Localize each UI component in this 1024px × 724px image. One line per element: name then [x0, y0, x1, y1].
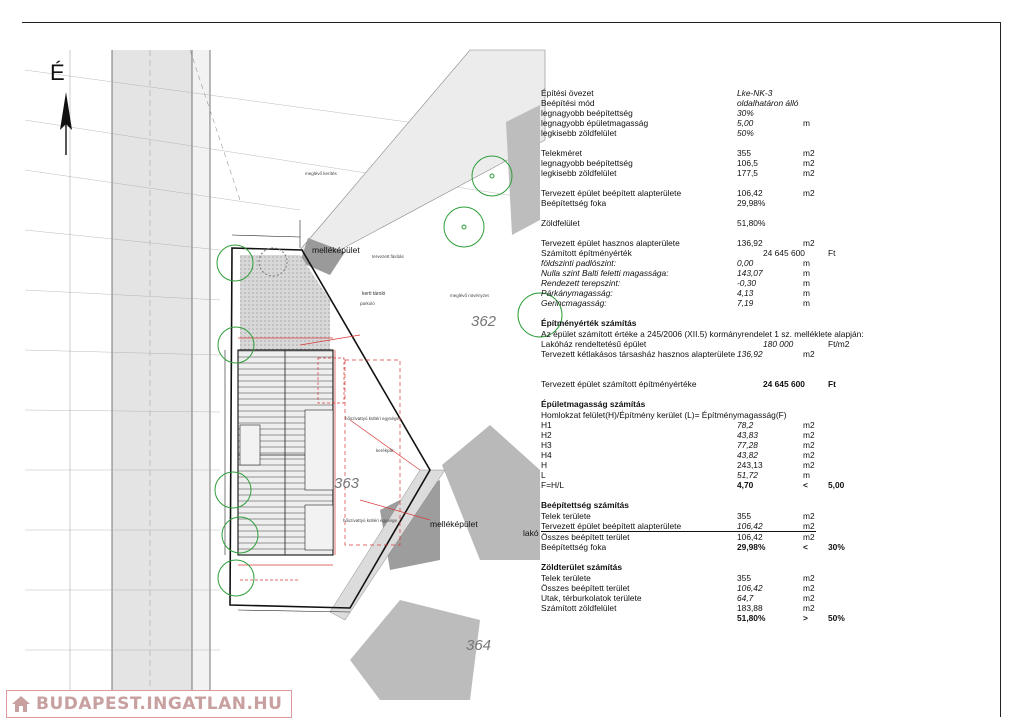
- plot-number-364: 364: [466, 637, 492, 654]
- value-calc-area-unit: m2: [803, 349, 815, 359]
- zone-label: legnagyobb beépítettség: [541, 108, 633, 118]
- green-unit: m2: [803, 583, 815, 593]
- height-result-sign: <: [803, 480, 808, 490]
- height-unit: m2: [803, 460, 815, 470]
- value-calc-rate-row: [541, 339, 871, 349]
- height-value: 77,28: [737, 440, 758, 450]
- green-result-value: 51,80%: [737, 613, 766, 623]
- planned-ratio-label: Beépítettség foka: [541, 198, 607, 208]
- height-label: L: [541, 470, 546, 480]
- value-calc-total-value: 24 645 600: [763, 379, 805, 389]
- watermark-text: BUDAPEST.INGATLAN.HU: [36, 694, 283, 714]
- levels-unit: m: [803, 298, 810, 308]
- levels-label: földszinti padlószint:: [541, 258, 616, 268]
- svg-text:meglévő növényzet: meglévő növényzet: [450, 293, 489, 298]
- planned-green-row: [541, 218, 871, 228]
- height-value: 51,72: [737, 470, 758, 480]
- sidewalk: [192, 50, 210, 710]
- coverage-result-sign: <: [803, 542, 808, 552]
- plot-label: Telekméret: [541, 148, 582, 158]
- levels-label: Gerincmagasság:: [541, 298, 607, 308]
- green-value: 64,7: [737, 593, 754, 603]
- green-unit: m2: [803, 593, 815, 603]
- zone-row: [541, 128, 871, 138]
- zone-label: Beépítési mód: [541, 98, 595, 108]
- height-row: [541, 470, 871, 480]
- green-label: Összes beépített terület: [541, 583, 630, 593]
- value-calc-title: Építményérték számítás: [541, 318, 637, 328]
- coverage-result-row: [541, 542, 871, 552]
- zone-row: [541, 118, 871, 128]
- green-value: 183,88: [737, 603, 763, 613]
- coverage-value: 106,42: [737, 532, 763, 542]
- levels-value: 7,19: [737, 298, 754, 308]
- value-calc-rate-value: 180 000: [763, 339, 794, 349]
- coverage-label: Telek területe: [541, 511, 591, 521]
- height-calc-formula: Homlokzat felület(H)/Építmény kerület (L)= Építménymagasság(F): [541, 410, 787, 420]
- green-row: [541, 573, 871, 583]
- zone-row: [541, 98, 871, 108]
- value-calc-rate-unit: Ft/m2: [828, 339, 850, 349]
- plot-unit: m2: [803, 168, 815, 178]
- zone-label: legnagyobb épületmagasság: [541, 118, 649, 128]
- plot-number-363: 363: [334, 475, 360, 492]
- height-row: [541, 440, 871, 450]
- green-row: [541, 583, 871, 593]
- green-result-sign: >: [803, 613, 808, 623]
- plot-value: 106,5: [737, 158, 758, 168]
- levels-label: Számított építményérték: [541, 248, 632, 258]
- watermark-badge: [6, 690, 292, 718]
- levels-unit: Ft: [828, 248, 836, 258]
- levels-value: 24 645 600: [763, 248, 805, 258]
- planned-green-label: Zöldfelület: [541, 218, 580, 228]
- storage-label: kerti tároló: [362, 291, 386, 297]
- levels-row: [541, 268, 871, 278]
- levels-value: 143,07: [737, 268, 763, 278]
- zone-label: Építési övezet: [541, 88, 594, 98]
- height-row: [541, 450, 871, 460]
- height-value: 43,83: [737, 430, 758, 440]
- height-result-row: [541, 480, 871, 490]
- house-icon: [11, 694, 31, 714]
- height-label: H2: [541, 430, 552, 440]
- plot-value: 355: [737, 148, 751, 158]
- green-calc-title: Zöldterület számítás: [541, 562, 622, 572]
- value-calc-desc: Az épület számított értéke a 245/2006 (XII.5) kormányrendelet 1 sz. melléklete alapján:: [541, 329, 864, 339]
- residential-label: lakó: [523, 528, 539, 538]
- height-result-value: 4,70: [737, 480, 754, 490]
- coverage-result-limit: 30%: [828, 542, 845, 552]
- calculation-table: [541, 88, 871, 623]
- svg-text:hőszivattyú kültéri egysége: hőszivattyú kültéri egysége: [345, 416, 400, 421]
- zone-value: Lke-NK-3: [737, 88, 773, 98]
- coverage-value: 355: [737, 511, 751, 521]
- height-label: H: [541, 460, 548, 470]
- street-strip: [112, 50, 192, 710]
- levels-unit: m2: [803, 238, 815, 248]
- height-row: [541, 460, 871, 470]
- levels-value: 4,13: [737, 288, 754, 298]
- coverage-row: [541, 532, 871, 542]
- levels-unit: m: [803, 288, 810, 298]
- height-unit: m2: [803, 440, 815, 450]
- svg-text:parkoló: parkoló: [360, 301, 375, 306]
- value-calc-total-row: [541, 379, 871, 389]
- plot-section: [541, 148, 871, 178]
- value-calc-area-value: 136,92: [737, 349, 763, 359]
- planned-footprint-value: 106,42: [737, 188, 763, 198]
- plot-number-362: 362: [471, 313, 497, 330]
- coverage-label: Tervezett épület beépített alapterülete: [541, 521, 682, 531]
- height-unit: m2: [803, 430, 815, 440]
- zone-value: 30%: [737, 108, 754, 118]
- green-result-row: [541, 613, 871, 623]
- value-calc-section: [541, 318, 871, 389]
- coverage-unit: m2: [803, 532, 815, 542]
- levels-unit: m: [803, 268, 810, 278]
- planned-green-value: 51,80%: [737, 218, 766, 228]
- height-unit: m2: [803, 450, 815, 460]
- height-value: 43,82: [737, 450, 758, 460]
- planned-footprint-row: [541, 188, 871, 198]
- svg-text:meglévő kerítés: meglévő kerítés: [305, 171, 337, 176]
- svg-text:kerékpár: kerékpár: [376, 448, 394, 453]
- coverage-value: 106,42: [737, 521, 763, 531]
- green-value: 355: [737, 573, 751, 583]
- zone-label: legkisebb zöldfelület: [541, 128, 617, 138]
- planned-footprint-label: Tervezett épület beépített alapterülete: [541, 188, 682, 198]
- zone-section: [541, 88, 871, 138]
- plot-label: legnagyobb beépítettség: [541, 158, 633, 168]
- height-row: [541, 430, 871, 440]
- zone-value: 5,00: [737, 118, 754, 128]
- green-unit: m2: [803, 603, 815, 613]
- planned-section: [541, 188, 871, 228]
- planned-ratio-value: 29,98%: [737, 198, 766, 208]
- zone-value: 50%: [737, 128, 754, 138]
- plot-row: [541, 168, 871, 178]
- value-calc-total-label: Tervezett épület számított építményértéke: [541, 379, 697, 389]
- outbuilding-label-1: melléképület: [312, 245, 360, 255]
- levels-label: Tervezett épület hasznos alapterülete: [541, 238, 680, 248]
- levels-row: [541, 248, 871, 258]
- north-arrow: [46, 60, 86, 160]
- svg-text:tervezett fásítás: tervezett fásítás: [372, 254, 404, 259]
- levels-value: -0,30: [737, 278, 757, 288]
- plot-row: [541, 148, 871, 158]
- height-result-label: F=H/L: [541, 480, 565, 490]
- green-label: Utak, térburkolatok területe: [541, 593, 642, 603]
- green-row: [541, 593, 871, 603]
- plot-row: [541, 158, 871, 168]
- height-calc-section: [541, 399, 871, 490]
- levels-section: [541, 238, 871, 308]
- value-calc-area-label: Tervezett kétlakásos társasház hasznos alapterülete: [541, 349, 736, 359]
- coverage-result-label: Beépítettség foka: [541, 542, 607, 552]
- plot-label: legkisebb zöldfelület: [541, 168, 617, 178]
- levels-row: [541, 258, 871, 268]
- coverage-label: Összes beépített terület: [541, 532, 630, 542]
- height-unit: m2: [803, 420, 815, 430]
- height-value: 78,2: [737, 420, 754, 430]
- paved-area: [240, 255, 330, 350]
- height-result-limit: 5,00: [828, 480, 845, 490]
- north-arrow-icon: [46, 80, 86, 160]
- levels-value: 136,92: [737, 238, 763, 248]
- neighbor-building-3: [350, 600, 480, 700]
- levels-row: [541, 238, 871, 248]
- zone-value: oldalhatáron álló: [737, 98, 799, 108]
- coverage-calc-title: Beépítettség számítás: [541, 500, 629, 510]
- coverage-row: [541, 511, 871, 521]
- value-calc-total-unit: Ft: [828, 379, 836, 389]
- height-calc-title: Épületmagasság számítás: [541, 399, 646, 409]
- green-value: 106,42: [737, 583, 763, 593]
- green-row: [541, 603, 871, 613]
- plot-value: 177,5: [737, 168, 758, 178]
- green-label: Telek területe: [541, 573, 591, 583]
- plot-unit: m2: [803, 158, 815, 168]
- coverage-result-value: 29,98%: [737, 542, 766, 552]
- coverage-unit: m2: [803, 521, 815, 531]
- green-calc-section: [541, 562, 871, 623]
- levels-label: Rendezett terepszint:: [541, 278, 621, 288]
- plot-unit: m2: [803, 148, 815, 158]
- height-label: H3: [541, 440, 552, 450]
- green-label: Számított zöldfelület: [541, 603, 617, 613]
- levels-unit: m: [803, 278, 810, 288]
- planned-footprint-unit: m2: [803, 188, 815, 198]
- value-calc-area-row: [541, 349, 871, 359]
- levels-row: [541, 288, 871, 298]
- height-label: H4: [541, 450, 552, 460]
- coverage-calc-section: [541, 500, 871, 552]
- levels-value: 0,00: [737, 258, 754, 268]
- levels-row: [541, 278, 871, 288]
- green-result-limit: 50%: [828, 613, 845, 623]
- levels-unit: m: [803, 258, 810, 268]
- planned-ratio-row: [541, 198, 871, 208]
- coverage-row: [541, 521, 816, 532]
- zone-row: [541, 108, 871, 118]
- zone-unit: m: [803, 118, 810, 128]
- levels-label: Párkánymagasság:: [541, 288, 613, 298]
- zone-row: [541, 88, 871, 98]
- svg-text:hőszivattyú kültéri egysége: hőszivattyú kültéri egysége: [343, 518, 398, 523]
- value-calc-rate-label: Lakóház rendeltetésű épület: [541, 339, 647, 349]
- neighbor-building-2: [442, 425, 540, 560]
- green-unit: m2: [803, 573, 815, 583]
- height-value: 243,13: [737, 460, 763, 470]
- levels-label: Nulla szint Balti feletti magassága:: [541, 268, 669, 278]
- height-row: [541, 420, 871, 430]
- coverage-unit: m2: [803, 511, 815, 521]
- north-label: É: [50, 60, 65, 85]
- levels-row: [541, 298, 871, 308]
- outbuilding-label-2: melléképület: [430, 519, 478, 529]
- height-unit: m: [803, 470, 810, 480]
- height-label: H1: [541, 420, 552, 430]
